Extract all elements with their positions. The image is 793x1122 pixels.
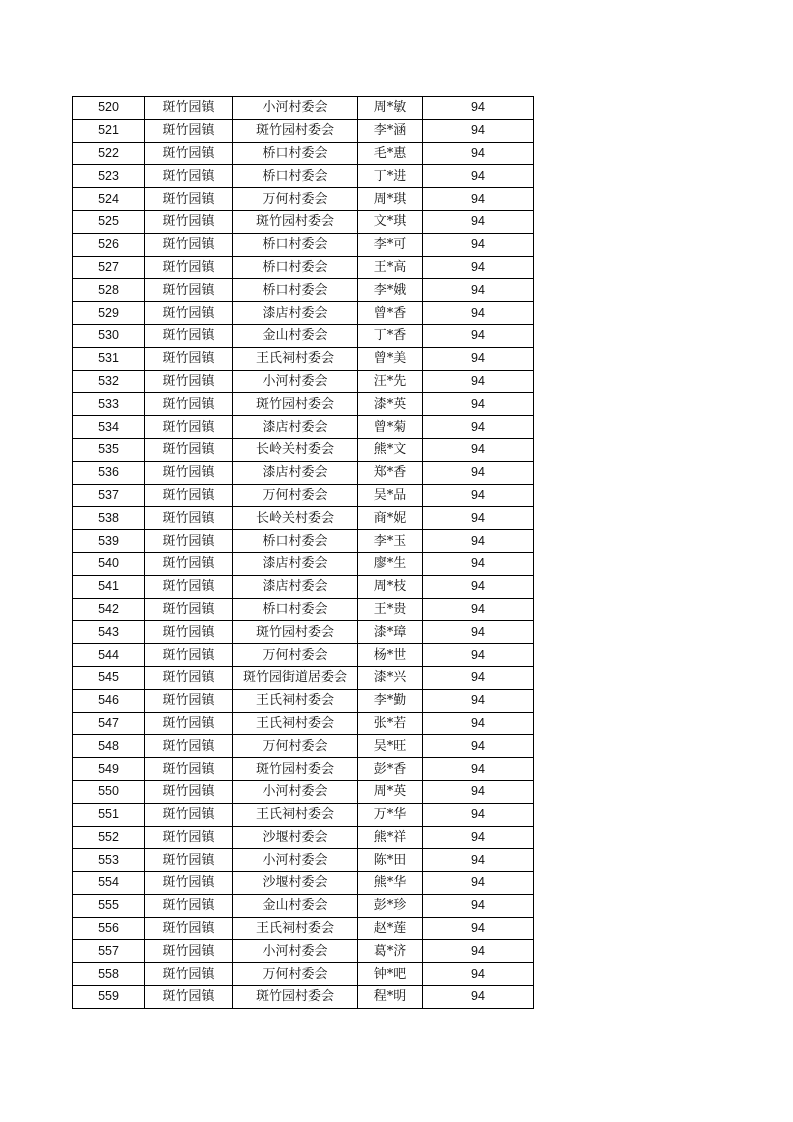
name-cell: 杨*世 — [358, 644, 423, 667]
table-row — [73, 826, 534, 849]
table-row — [73, 621, 534, 644]
township-cell: 斑竹园镇 — [145, 188, 233, 211]
name-cell: 吴*品 — [358, 484, 423, 507]
score-cell: 94 — [423, 530, 534, 553]
name-cell: 曾*美 — [358, 347, 423, 370]
name-cell: 李*娥 — [358, 279, 423, 302]
row-number-cell: 533 — [73, 393, 145, 416]
score-cell: 94 — [423, 347, 534, 370]
table-row — [73, 552, 534, 575]
table-row — [73, 689, 534, 712]
table-row — [73, 803, 534, 826]
township-cell: 斑竹园镇 — [145, 461, 233, 484]
committee-cell: 沙堰村委会 — [233, 872, 358, 895]
township-cell: 斑竹园镇 — [145, 963, 233, 986]
committee-cell: 斑竹园村委会 — [233, 119, 358, 142]
name-cell: 廖*生 — [358, 552, 423, 575]
table-row — [73, 507, 534, 530]
score-cell: 94 — [423, 370, 534, 393]
row-number-cell: 525 — [73, 210, 145, 233]
committee-cell: 斑竹园村委会 — [233, 393, 358, 416]
township-cell: 斑竹园镇 — [145, 438, 233, 461]
name-cell: 熊*祥 — [358, 826, 423, 849]
committee-cell: 沙堰村委会 — [233, 826, 358, 849]
table-row — [73, 324, 534, 347]
township-cell: 斑竹园镇 — [145, 484, 233, 507]
roster-table — [72, 96, 534, 1009]
committee-cell: 小河村委会 — [233, 370, 358, 393]
table-row — [73, 963, 534, 986]
score-cell: 94 — [423, 210, 534, 233]
score-cell: 94 — [423, 780, 534, 803]
table-row — [73, 347, 534, 370]
score-cell: 94 — [423, 986, 534, 1009]
committee-cell: 王氏祠村委会 — [233, 917, 358, 940]
name-cell: 钟*吧 — [358, 963, 423, 986]
committee-cell: 桥口村委会 — [233, 279, 358, 302]
township-cell: 斑竹园镇 — [145, 689, 233, 712]
row-number-cell: 520 — [73, 97, 145, 120]
committee-cell: 长岭关村委会 — [233, 438, 358, 461]
table-row — [73, 438, 534, 461]
row-number-cell: 527 — [73, 256, 145, 279]
row-number-cell: 543 — [73, 621, 145, 644]
township-cell: 斑竹园镇 — [145, 780, 233, 803]
score-cell: 94 — [423, 507, 534, 530]
committee-cell: 万何村委会 — [233, 188, 358, 211]
table-row — [73, 484, 534, 507]
committee-cell: 漆店村委会 — [233, 302, 358, 325]
committee-cell: 桥口村委会 — [233, 256, 358, 279]
township-cell: 斑竹园镇 — [145, 370, 233, 393]
name-cell: 漆*兴 — [358, 666, 423, 689]
table-row — [73, 986, 534, 1009]
committee-cell: 桥口村委会 — [233, 233, 358, 256]
score-cell: 94 — [423, 438, 534, 461]
name-cell: 丁*香 — [358, 324, 423, 347]
row-number-cell: 532 — [73, 370, 145, 393]
table-row — [73, 575, 534, 598]
table-row — [73, 735, 534, 758]
row-number-cell: 541 — [73, 575, 145, 598]
township-cell: 斑竹园镇 — [145, 666, 233, 689]
committee-cell: 漆店村委会 — [233, 416, 358, 439]
table-row — [73, 530, 534, 553]
table-row — [73, 279, 534, 302]
score-cell: 94 — [423, 324, 534, 347]
township-cell: 斑竹园镇 — [145, 416, 233, 439]
table-row — [73, 393, 534, 416]
score-cell: 94 — [423, 279, 534, 302]
township-cell: 斑竹园镇 — [145, 758, 233, 781]
name-cell: 汪*先 — [358, 370, 423, 393]
committee-cell: 金山村委会 — [233, 324, 358, 347]
committee-cell: 金山村委会 — [233, 894, 358, 917]
township-cell: 斑竹园镇 — [145, 621, 233, 644]
township-cell: 斑竹园镇 — [145, 826, 233, 849]
committee-cell: 王氏祠村委会 — [233, 803, 358, 826]
township-cell: 斑竹园镇 — [145, 393, 233, 416]
township-cell: 斑竹园镇 — [145, 735, 233, 758]
score-cell: 94 — [423, 302, 534, 325]
table-row — [73, 210, 534, 233]
township-cell: 斑竹园镇 — [145, 530, 233, 553]
row-number-cell: 550 — [73, 780, 145, 803]
score-cell: 94 — [423, 256, 534, 279]
township-cell: 斑竹园镇 — [145, 507, 233, 530]
row-number-cell: 554 — [73, 872, 145, 895]
name-cell: 李*勤 — [358, 689, 423, 712]
score-cell: 94 — [423, 849, 534, 872]
row-number-cell: 529 — [73, 302, 145, 325]
committee-cell: 万何村委会 — [233, 735, 358, 758]
name-cell: 商*妮 — [358, 507, 423, 530]
committee-cell: 小河村委会 — [233, 780, 358, 803]
township-cell: 斑竹园镇 — [145, 644, 233, 667]
row-number-cell: 552 — [73, 826, 145, 849]
table-row — [73, 142, 534, 165]
township-cell: 斑竹园镇 — [145, 575, 233, 598]
row-number-cell: 528 — [73, 279, 145, 302]
row-number-cell: 545 — [73, 666, 145, 689]
row-number-cell: 523 — [73, 165, 145, 188]
table-row — [73, 758, 534, 781]
table-row — [73, 97, 534, 120]
name-cell: 彭*珍 — [358, 894, 423, 917]
township-cell: 斑竹园镇 — [145, 97, 233, 120]
table-row — [73, 666, 534, 689]
township-cell: 斑竹园镇 — [145, 210, 233, 233]
table-row — [73, 780, 534, 803]
committee-cell: 小河村委会 — [233, 940, 358, 963]
name-cell: 曾*香 — [358, 302, 423, 325]
committee-cell: 漆店村委会 — [233, 461, 358, 484]
score-cell: 94 — [423, 416, 534, 439]
row-number-cell: 548 — [73, 735, 145, 758]
score-cell: 94 — [423, 552, 534, 575]
row-number-cell: 526 — [73, 233, 145, 256]
committee-cell: 小河村委会 — [233, 97, 358, 120]
score-cell: 94 — [423, 233, 534, 256]
township-cell: 斑竹园镇 — [145, 940, 233, 963]
township-cell: 斑竹园镇 — [145, 803, 233, 826]
score-cell: 94 — [423, 393, 534, 416]
name-cell: 周*英 — [358, 780, 423, 803]
score-cell: 94 — [423, 165, 534, 188]
score-cell: 94 — [423, 894, 534, 917]
name-cell: 周*敏 — [358, 97, 423, 120]
committee-cell: 王氏祠村委会 — [233, 689, 358, 712]
name-cell: 文*琪 — [358, 210, 423, 233]
name-cell: 李*可 — [358, 233, 423, 256]
table-row — [73, 461, 534, 484]
township-cell: 斑竹园镇 — [145, 165, 233, 188]
row-number-cell: 559 — [73, 986, 145, 1009]
township-cell: 斑竹园镇 — [145, 302, 233, 325]
row-number-cell: 555 — [73, 894, 145, 917]
name-cell: 丁*进 — [358, 165, 423, 188]
committee-cell: 桥口村委会 — [233, 530, 358, 553]
name-cell: 周*琪 — [358, 188, 423, 211]
row-number-cell: 537 — [73, 484, 145, 507]
row-number-cell: 538 — [73, 507, 145, 530]
score-cell: 94 — [423, 872, 534, 895]
row-number-cell: 534 — [73, 416, 145, 439]
row-number-cell: 546 — [73, 689, 145, 712]
row-number-cell: 539 — [73, 530, 145, 553]
committee-cell: 万何村委会 — [233, 484, 358, 507]
name-cell: 彭*香 — [358, 758, 423, 781]
score-cell: 94 — [423, 621, 534, 644]
score-cell: 94 — [423, 826, 534, 849]
name-cell: 漆*璋 — [358, 621, 423, 644]
name-cell: 陈*田 — [358, 849, 423, 872]
committee-cell: 万何村委会 — [233, 644, 358, 667]
score-cell: 94 — [423, 735, 534, 758]
table-row — [73, 165, 534, 188]
committee-cell: 漆店村委会 — [233, 552, 358, 575]
name-cell: 吴*旺 — [358, 735, 423, 758]
score-cell: 94 — [423, 712, 534, 735]
township-cell: 斑竹园镇 — [145, 324, 233, 347]
row-number-cell: 549 — [73, 758, 145, 781]
name-cell: 熊*华 — [358, 872, 423, 895]
table-row — [73, 894, 534, 917]
table-row — [73, 370, 534, 393]
score-cell: 94 — [423, 666, 534, 689]
score-cell: 94 — [423, 575, 534, 598]
township-cell: 斑竹园镇 — [145, 872, 233, 895]
table-row — [73, 119, 534, 142]
table-row — [73, 233, 534, 256]
township-cell: 斑竹园镇 — [145, 279, 233, 302]
name-cell: 李*涵 — [358, 119, 423, 142]
score-cell: 94 — [423, 758, 534, 781]
committee-cell: 王氏祠村委会 — [233, 347, 358, 370]
row-number-cell: 542 — [73, 598, 145, 621]
name-cell: 毛*惠 — [358, 142, 423, 165]
name-cell: 赵*莲 — [358, 917, 423, 940]
name-cell: 程*明 — [358, 986, 423, 1009]
township-cell: 斑竹园镇 — [145, 917, 233, 940]
row-number-cell: 547 — [73, 712, 145, 735]
table-row — [73, 940, 534, 963]
row-number-cell: 553 — [73, 849, 145, 872]
table-row — [73, 644, 534, 667]
score-cell: 94 — [423, 97, 534, 120]
committee-cell: 斑竹园街道居委会 — [233, 666, 358, 689]
score-cell: 94 — [423, 188, 534, 211]
committee-cell: 小河村委会 — [233, 849, 358, 872]
committee-cell: 漆店村委会 — [233, 575, 358, 598]
row-number-cell: 524 — [73, 188, 145, 211]
committee-cell: 斑竹园村委会 — [233, 210, 358, 233]
township-cell: 斑竹园镇 — [145, 894, 233, 917]
committee-cell: 桥口村委会 — [233, 142, 358, 165]
name-cell: 王*贵 — [358, 598, 423, 621]
name-cell: 熊*文 — [358, 438, 423, 461]
table-row — [73, 256, 534, 279]
score-cell: 94 — [423, 803, 534, 826]
table-row — [73, 598, 534, 621]
row-number-cell: 535 — [73, 438, 145, 461]
roster-table-body — [73, 97, 534, 1009]
township-cell: 斑竹园镇 — [145, 119, 233, 142]
name-cell: 曾*菊 — [358, 416, 423, 439]
row-number-cell: 557 — [73, 940, 145, 963]
committee-cell: 桥口村委会 — [233, 598, 358, 621]
score-cell: 94 — [423, 689, 534, 712]
row-number-cell: 558 — [73, 963, 145, 986]
township-cell: 斑竹园镇 — [145, 552, 233, 575]
township-cell: 斑竹园镇 — [145, 849, 233, 872]
table-row — [73, 302, 534, 325]
committee-cell: 斑竹园村委会 — [233, 621, 358, 644]
township-cell: 斑竹园镇 — [145, 712, 233, 735]
table-row — [73, 849, 534, 872]
name-cell: 郑*香 — [358, 461, 423, 484]
score-cell: 94 — [423, 484, 534, 507]
name-cell: 李*玉 — [358, 530, 423, 553]
table-row — [73, 712, 534, 735]
name-cell: 漆*英 — [358, 393, 423, 416]
committee-cell: 斑竹园村委会 — [233, 986, 358, 1009]
name-cell: 张*若 — [358, 712, 423, 735]
committee-cell: 王氏祠村委会 — [233, 712, 358, 735]
township-cell: 斑竹园镇 — [145, 142, 233, 165]
score-cell: 94 — [423, 917, 534, 940]
name-cell: 王*高 — [358, 256, 423, 279]
row-number-cell: 531 — [73, 347, 145, 370]
name-cell: 周*枝 — [358, 575, 423, 598]
committee-cell: 万何村委会 — [233, 963, 358, 986]
score-cell: 94 — [423, 644, 534, 667]
score-cell: 94 — [423, 461, 534, 484]
township-cell: 斑竹园镇 — [145, 986, 233, 1009]
name-cell: 葛*济 — [358, 940, 423, 963]
table-row — [73, 872, 534, 895]
score-cell: 94 — [423, 963, 534, 986]
row-number-cell: 536 — [73, 461, 145, 484]
committee-cell: 斑竹园村委会 — [233, 758, 358, 781]
township-cell: 斑竹园镇 — [145, 598, 233, 621]
row-number-cell: 544 — [73, 644, 145, 667]
score-cell: 94 — [423, 940, 534, 963]
township-cell: 斑竹园镇 — [145, 256, 233, 279]
row-number-cell: 522 — [73, 142, 145, 165]
row-number-cell: 556 — [73, 917, 145, 940]
township-cell: 斑竹园镇 — [145, 233, 233, 256]
score-cell: 94 — [423, 142, 534, 165]
score-cell: 94 — [423, 598, 534, 621]
table-row — [73, 416, 534, 439]
township-cell: 斑竹园镇 — [145, 347, 233, 370]
score-cell: 94 — [423, 119, 534, 142]
committee-cell: 桥口村委会 — [233, 165, 358, 188]
row-number-cell: 540 — [73, 552, 145, 575]
committee-cell: 长岭关村委会 — [233, 507, 358, 530]
row-number-cell: 551 — [73, 803, 145, 826]
row-number-cell: 530 — [73, 324, 145, 347]
table-row — [73, 188, 534, 211]
row-number-cell: 521 — [73, 119, 145, 142]
name-cell: 万*华 — [358, 803, 423, 826]
table-row — [73, 917, 534, 940]
